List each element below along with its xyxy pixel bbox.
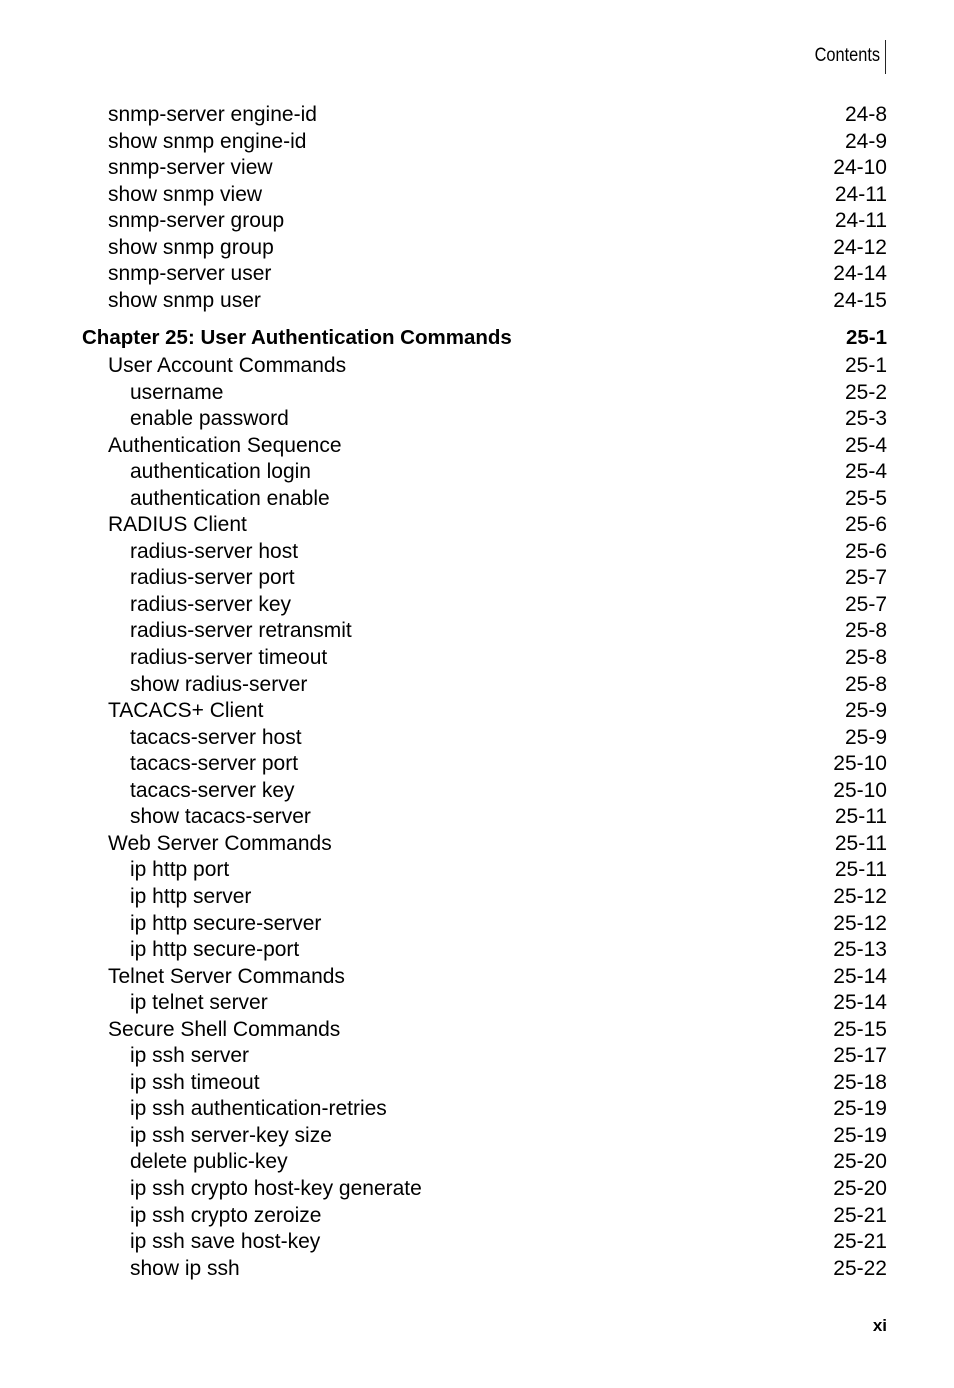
toc-entry-title: ip ssh crypto zeroize [130, 1203, 322, 1227]
toc-entry-page: 24-11 [834, 209, 887, 233]
toc-entry[interactable] [0, 182, 954, 208]
toc-entry-title: ip ssh server [130, 1044, 250, 1068]
toc-entry-page: 25-1 [845, 326, 887, 350]
toc-entry[interactable] [0, 1256, 954, 1282]
toc-entry-page: 25-8 [844, 619, 887, 643]
toc-entry-title: Telnet Server Commands [108, 964, 345, 988]
toc-entry-title: show snmp view [108, 182, 263, 206]
toc-entry-title: show tacacs-server [130, 805, 311, 829]
toc-entry-page: 25-14 [833, 991, 887, 1015]
toc-entry[interactable] [0, 380, 954, 406]
toc-entry[interactable] [0, 155, 954, 181]
toc-entry[interactable] [0, 433, 954, 459]
toc-entry-title: ip http server [130, 884, 252, 908]
toc-entry[interactable] [0, 1096, 954, 1122]
toc-entry[interactable] [0, 672, 954, 698]
toc-entry-page: 25-20 [833, 1177, 887, 1200]
toc-entry-title: snmp-server user [108, 262, 272, 286]
toc-entry-page: 24-12 [833, 235, 887, 259]
toc-entry-page: 25-19 [833, 1097, 887, 1121]
toc-entry-page: 25-12 [833, 884, 887, 908]
toc-entry[interactable] [0, 261, 954, 287]
toc-entry-title: RADIUS Client [108, 513, 247, 537]
toc-entry[interactable] [0, 512, 954, 538]
toc-entry[interactable] [0, 990, 954, 1016]
toc-entry-title: ip ssh timeout [130, 1070, 260, 1094]
toc-entry-title: tacacs-server port [130, 752, 299, 776]
toc-entry[interactable] [0, 1203, 954, 1229]
toc-entry-page: 25-6 [844, 539, 887, 563]
toc-entry-title: show snmp group [108, 235, 274, 259]
header-section-title: Contents [814, 45, 880, 66]
toc-entry-title: delete public-key [130, 1150, 288, 1174]
toc-entry[interactable] [0, 804, 954, 830]
toc-entry-page: 25-9 [844, 699, 887, 723]
toc-entry-title: authentication enable [130, 486, 330, 510]
toc-entry-page: 25-8 [844, 672, 887, 696]
toc-entry-title: ip ssh save host-key [130, 1230, 321, 1254]
toc-entry-title: Chapter 25: User Authentication Commands [82, 326, 512, 350]
toc-entry-page: 25-21 [833, 1203, 887, 1227]
toc-entry[interactable] [0, 645, 954, 671]
toc-entry-title: ip ssh server-key size [130, 1123, 332, 1147]
toc-entry-title: username [130, 380, 224, 404]
toc-entry[interactable] [0, 459, 954, 485]
toc-entry-title: radius-server port [130, 566, 295, 590]
toc-entry[interactable] [0, 778, 954, 804]
toc-entry-page: 25-11 [834, 805, 887, 829]
toc-entry-title: ip http secure-port [130, 938, 300, 961]
toc-entry-page: 25-11 [834, 831, 887, 855]
toc-entry-page: 24-14 [833, 262, 887, 286]
toc-entry[interactable] [0, 751, 954, 777]
toc-entry[interactable] [0, 406, 954, 432]
toc-entry-title: Authentication Sequence [108, 433, 342, 457]
toc-entry-title: tacacs-server host [130, 725, 302, 749]
toc-entry-page: 25-2 [844, 380, 887, 404]
toc-entry-title: snmp-server group [108, 209, 285, 233]
toc-entry-page: 25-17 [833, 1044, 887, 1068]
toc-entry-title: show snmp user [108, 288, 261, 312]
toc-entry-page: 25-3 [844, 407, 887, 431]
toc-chapter-entry[interactable] [0, 325, 954, 351]
toc-entry[interactable] [0, 353, 954, 379]
toc-entry[interactable] [0, 698, 954, 724]
toc-entry-page: 25-5 [844, 486, 887, 510]
toc-entry[interactable] [0, 1229, 954, 1255]
toc-entry-page: 25-7 [844, 566, 887, 590]
toc-entry-page: 25-15 [833, 1017, 887, 1041]
toc-entry[interactable] [0, 1123, 954, 1149]
toc-entry[interactable] [0, 1043, 954, 1069]
toc-entry-page: 25-11 [834, 858, 887, 882]
toc-entry[interactable] [0, 102, 954, 128]
toc-entry-page: 24-8 [844, 103, 887, 126]
toc-entry-page: 25-14 [833, 964, 887, 988]
toc-entry-page: 25-10 [833, 752, 887, 776]
toc-entry-title: radius-server retransmit [130, 619, 352, 643]
toc-entry[interactable] [0, 911, 954, 937]
toc-entry-page: 25-13 [833, 938, 887, 961]
toc-entry[interactable] [0, 129, 954, 155]
toc-entry-page: 24-9 [844, 129, 887, 153]
toc-entry[interactable] [0, 1149, 954, 1175]
toc-entry[interactable] [0, 618, 954, 644]
toc-entry-title: ip http secure-server [130, 911, 322, 935]
toc-entry[interactable] [0, 964, 954, 990]
toc-entry[interactable] [0, 288, 954, 314]
toc-entry[interactable] [0, 592, 954, 618]
toc-entry-page: 24-11 [834, 182, 887, 206]
running-header [815, 40, 886, 74]
toc-entry[interactable] [0, 857, 954, 883]
toc-entry-title: User Account Commands [108, 354, 347, 377]
toc-entry-page: 25-8 [844, 646, 887, 669]
toc-entry[interactable] [0, 208, 954, 234]
toc-entry[interactable] [0, 884, 954, 910]
toc-entry-page: 25-4 [844, 460, 887, 484]
toc-entry-title: enable password [130, 407, 289, 431]
page-number: xi [872, 1316, 887, 1335]
toc-entry-title: show ip ssh [130, 1256, 240, 1280]
toc-entry-title: Secure Shell Commands [108, 1017, 341, 1041]
toc-entry[interactable] [0, 486, 954, 512]
toc-entry-page: 25-6 [844, 513, 887, 537]
toc-entry[interactable] [0, 1176, 954, 1202]
toc-entry-page: 25-21 [833, 1230, 887, 1254]
toc-entry-page: 25-7 [844, 592, 887, 616]
toc-entry-page: 25-18 [833, 1070, 887, 1094]
toc-entry-title: radius-server host [130, 539, 299, 563]
toc-entry[interactable] [0, 565, 954, 591]
toc-entry-title: ip http port [130, 858, 230, 882]
toc-entry[interactable] [0, 1070, 954, 1096]
toc-entry-title: TACACS+ Client [108, 699, 264, 723]
toc-entry-title: tacacs-server key [130, 778, 295, 802]
toc-entry-title: ip telnet server [130, 991, 268, 1015]
toc-entry-title: radius-server key [130, 592, 292, 616]
toc-entry-page: 25-1 [844, 354, 887, 377]
toc-entry-title: ip ssh authentication-retries [130, 1097, 387, 1121]
toc-entry-title: ip ssh crypto host-key generate [130, 1177, 422, 1200]
toc-entry-title: Web Server Commands [108, 831, 332, 855]
toc-entry-title: snmp-server view [108, 156, 273, 180]
toc-entry[interactable] [0, 937, 954, 963]
toc-entry[interactable] [0, 539, 954, 565]
toc-entry-page: 24-10 [833, 156, 887, 180]
toc-entry[interactable] [0, 235, 954, 261]
toc-entry-page: 25-12 [833, 911, 887, 935]
toc-entry-title: show snmp engine-id [108, 129, 307, 153]
toc-entry-page: 24-15 [833, 288, 887, 312]
toc-entry-page: 25-19 [833, 1123, 887, 1147]
toc-entry-page: 25-20 [833, 1150, 887, 1174]
toc-entry-page: 25-10 [833, 778, 887, 802]
toc-entry-page: 25-4 [844, 433, 887, 457]
toc-entry-title: radius-server timeout [130, 646, 328, 669]
toc-entry-title: show radius-server [130, 672, 308, 696]
toc-entry-page: 25-22 [833, 1256, 887, 1280]
toc-entry[interactable] [0, 831, 954, 857]
toc-entry[interactable] [0, 1017, 954, 1043]
toc-entry-page: 25-9 [844, 725, 887, 749]
toc-entry-title: snmp-server engine-id [108, 103, 317, 126]
toc-entry[interactable] [0, 725, 954, 751]
toc-entry-title: authentication login [130, 460, 311, 484]
